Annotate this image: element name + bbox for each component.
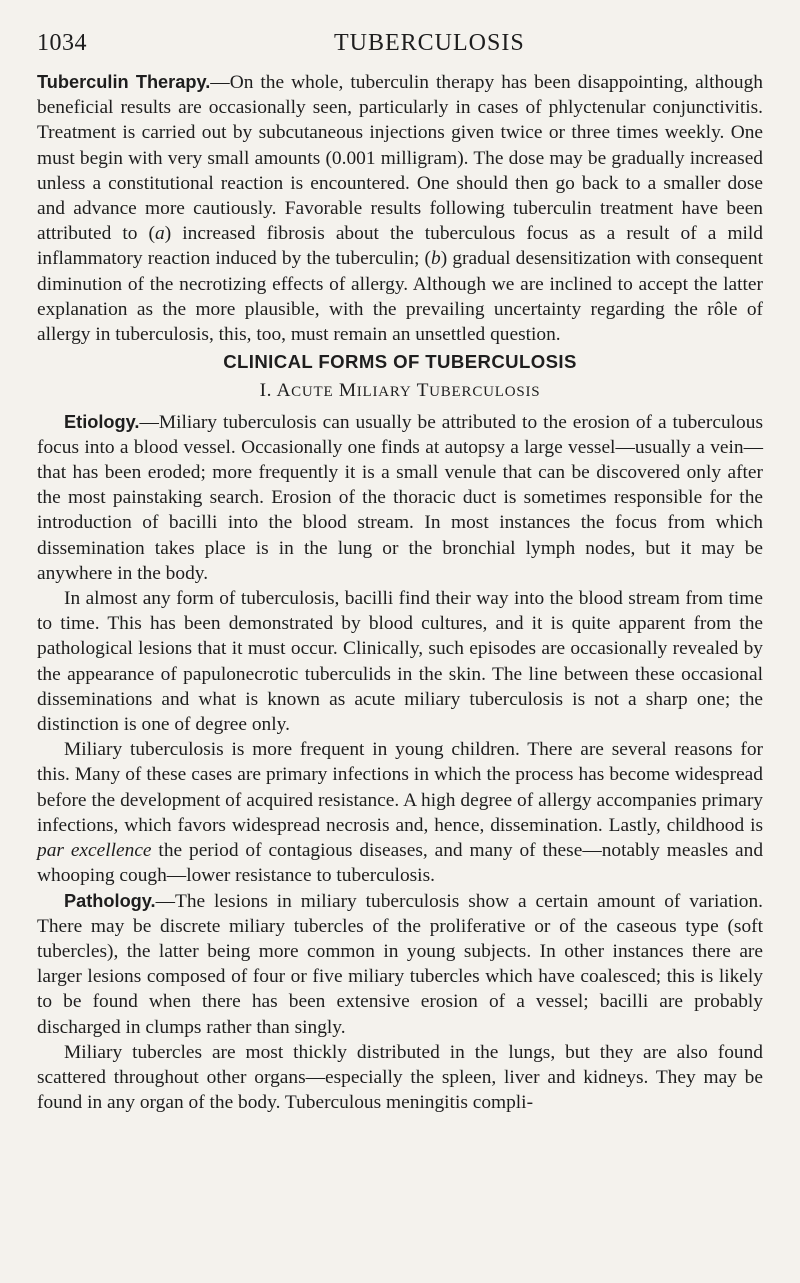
page-number: 1034 <box>37 30 87 56</box>
tuberculin-therapy-paragraph <box>37 70 763 347</box>
etiology-text-3a: Miliary tuberculosis is more frequent in young children. There are several reasons for this. Many of these cases are primary infections in which the process has become widespread before the development of acquired resistance. A high degree of allergy accompanies primary infections, which favors widespread necrosis and, hence, dissemination. Lastly, childhood is <box>37 739 763 836</box>
tuberculin-text-3: ) gradual desensitization with consequent diminution of the necrotizing effects of allergy. Although we are inclined to accept the latter explanation as the more plausible, with the prevailing uncertainty regarding the rôle of allergy in tuberculosis, this, too, must remain an unsettled question. <box>37 248 763 346</box>
running-head: TUBERCULOSIS <box>334 30 525 56</box>
subsection-word-1-rest: CUTE <box>291 384 334 401</box>
tuberculin-text-2: ) increased fibrosis about the tuberculous focus as a result of a mild inflammatory reaction induced by the tuberculin; ( <box>37 223 763 270</box>
pathology-paragraph-2: Miliary tubercles are most thickly distributed in the lungs, but they are also found scattered throughout other organs—especially the spleen, liver and kidneys. They may be found in any organ of the body. Tuberculous meningitis compli- <box>37 1041 763 1114</box>
etiology-text-1: —Miliary tuberculosis can usually be attributed to the erosion of a tuberculous focus into a blood vessel. Occasionally one finds at autopsy a large vessel—usually a vein—that has been eroded; more frequently it is a small venule that can be discovered only after the most painstaking search. Erosion of the thoracic duct is sometimes responsible for the introduction of bacilli into the blood stream. In most instances the focus from which dissemination takes place is in the lung or the bronchial lymph nodes, but it may be anywhere in the body. <box>37 411 763 584</box>
tuberculin-letter-b: b <box>431 248 441 270</box>
etiology-italic-phrase: par excellence <box>37 840 152 862</box>
pathology-paragraph-1 <box>37 889 763 1040</box>
subsection-word-1-initial: A <box>276 380 292 402</box>
subsection-word-2-initial: M <box>338 380 357 402</box>
etiology-text-3b: the period of contagious diseases, and many of these—notably measles and whooping cough—lower resistance to tuberculosis. <box>37 840 764 887</box>
subsection-word-2-rest: ILIARY <box>356 384 412 401</box>
etiology-paragraph-3 <box>37 737 763 888</box>
tuberculin-letter-a: a <box>155 223 165 245</box>
etiology-runin: Etiology. <box>64 411 140 432</box>
page-header <box>37 30 740 64</box>
body-text <box>37 70 763 1115</box>
tuberculin-therapy-runin: Tuberculin Therapy. <box>37 72 211 92</box>
pathology-runin: Pathology. <box>64 890 156 911</box>
section-heading: CLINICAL FORMS OF TUBERCULOSIS <box>223 351 577 373</box>
subsection-word-3-rest: UBERCULOSIS <box>429 384 541 401</box>
tuberculin-text-1: —On the whole, tuberculin therapy has been disappointing, although beneficial results are occasionally seen, particularly in cases of phlyctenular conjunctivitis. Treatment is carried out by subcutaneous injections given twice or three times weekly. One must begin with very small amounts (0.001 milligram). The dose may be gradually increased unless a constitutional reaction is encountered. One should then go back to a smaller dose and advance more cautiously. Favorable results following tuberculin treatment have been attributed to ( <box>37 72 763 245</box>
pathology-text-1: —The lesions in miliary tuberculosis show a certain amount of variation. There may be discrete miliary tubercles of the proliferative or of the caseous type (soft tubercles), the latter being more common in young subjects. In other instances there are larger lesions composed of four or five miliary tubercles which have coalesced; this is likely to be found when there has been extensive erosion of a vessel; bacilli are probably discharged in clumps rather than singly. <box>37 890 763 1038</box>
subsection-number: I. <box>259 380 273 402</box>
subsection-word-3-initial: T <box>416 380 430 402</box>
subsection-heading <box>37 378 763 405</box>
etiology-paragraph-2: In almost any form of tuberculosis, bacilli find their way into the blood stream from time to time. This has been demonstrated by blood cultures, and it is quite apparent from the pathological lesions that it must occur. Clinically, such episodes are occasionally revealed by the appearance of papulonecrotic tuberculids in the skin. The line between these occasional disseminations and what is known as acute miliary tuberculosis is not a sharp one; the distinction is one of degree only. <box>37 588 763 736</box>
etiology-paragraph-1 <box>37 410 763 586</box>
